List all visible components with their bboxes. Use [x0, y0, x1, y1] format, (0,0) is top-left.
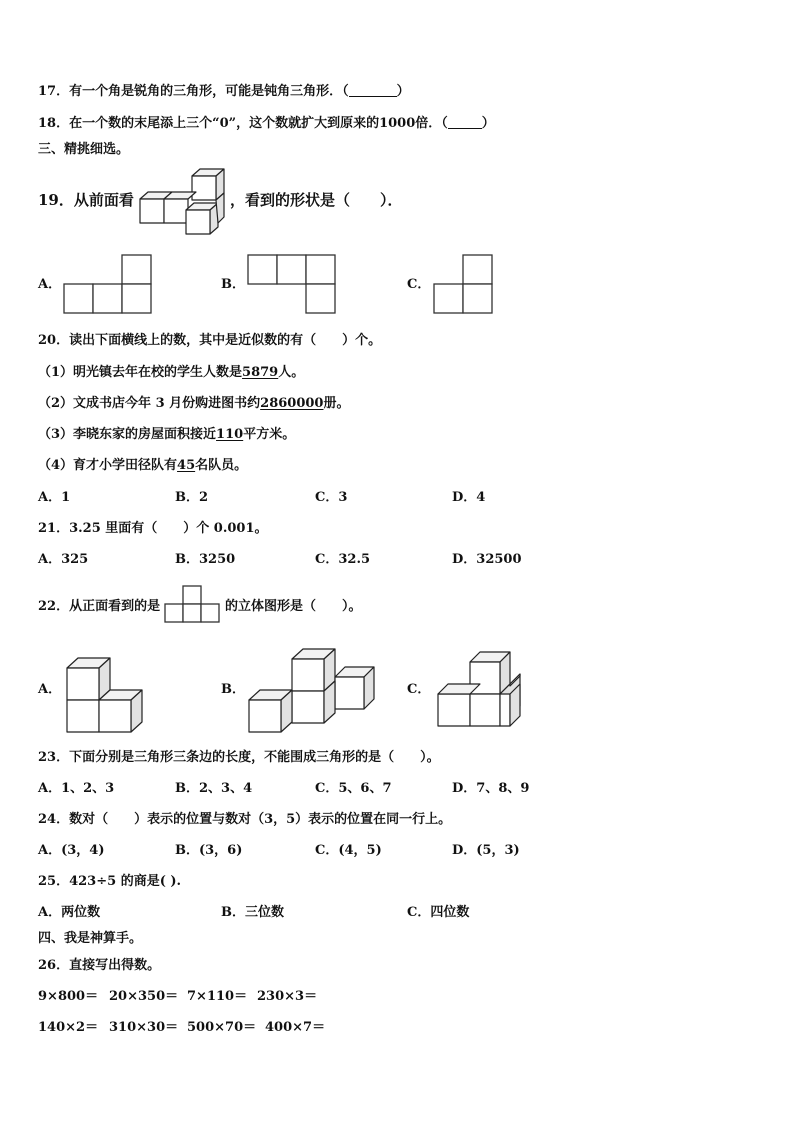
q22-option-c-figure[interactable] — [432, 648, 527, 733]
question-22-suffix: 的立体图形是（ ）。 — [225, 599, 362, 614]
question-19-suffix: ，看到的形状是（ ）． — [230, 191, 403, 209]
q24-option-d[interactable]: D．(5，3) — [452, 843, 520, 858]
calc-item: 500×70＝ — [187, 1020, 257, 1035]
cube-face — [140, 199, 164, 223]
cube-face — [192, 176, 216, 200]
q20-option-a[interactable]: A．1 — [38, 490, 71, 505]
cube-face — [164, 199, 188, 223]
answer-blank-18[interactable] — [448, 116, 482, 129]
q21-option-a[interactable]: A．325 — [38, 552, 89, 567]
section-heading-3: 三、精挑细选。 — [38, 142, 130, 157]
question-19-prefix: 19．从前面看 — [38, 191, 134, 209]
question-17-close: ） — [396, 84, 410, 99]
q20-option-b[interactable]: B．2 — [175, 490, 209, 505]
q22-option-b-figure[interactable] — [244, 645, 379, 733]
q23-option-d[interactable]: D．7、8、9 — [452, 781, 530, 796]
cube-face — [186, 210, 210, 234]
question-18-text: 18．在一个数的末尾添上三个“0”，这个数就扩大到原来的1000倍．（ — [38, 116, 448, 131]
question-18 — [38, 116, 495, 132]
q22-option-a-figure[interactable] — [60, 650, 150, 735]
q24-option-b[interactable]: B．(3，6) — [175, 843, 243, 858]
question-26-stem: 26．直接写出得数。 — [38, 958, 161, 973]
q20-option-d[interactable]: D．4 — [452, 490, 486, 505]
answer-blank-17[interactable] — [349, 84, 397, 97]
q20-item-4: （4）育才小学田径队有45名队员。 — [38, 458, 248, 473]
q25-option-b[interactable]: B．三位数 — [221, 905, 284, 920]
q19-cube-figure — [134, 166, 234, 236]
calc-item: 230×3＝ — [257, 989, 318, 1004]
q25-option-a[interactable]: A．两位数 — [38, 905, 101, 920]
q20-item-1: （1）明光镇去年在校的学生人数是5879人。 — [38, 365, 305, 380]
question-23-stem: 23．下面分别是三角形三条边的长度，不能围成三角形的是（ ）。 — [38, 750, 440, 765]
question-24-stem: 24．数对（ ）表示的位置与数对（3，5）表示的位置在同一行上。 — [38, 812, 452, 827]
calc-item: 7×110＝ — [187, 989, 248, 1004]
calc-item: 400×7＝ — [265, 1020, 326, 1035]
q21-option-c[interactable]: C．32.5 — [315, 552, 371, 567]
q23-option-b[interactable]: B．2、3、4 — [175, 781, 253, 796]
q19-option-c-figure[interactable] — [434, 254, 496, 314]
q19-option-a-label[interactable]: A． — [38, 277, 62, 292]
q19-option-b-label[interactable]: B． — [221, 277, 245, 292]
question-18-close: ） — [481, 116, 495, 131]
calc-item: 9×800＝ — [38, 989, 99, 1004]
q21-option-d[interactable]: D．32500 — [452, 552, 522, 567]
question-25-stem: 25．423÷5 的商是( ). — [38, 874, 182, 889]
q24-option-a[interactable]: A．(3，4) — [38, 843, 105, 858]
q20-item-3: （3）李晓东家的房屋面积接近110平方米。 — [38, 427, 296, 442]
q25-option-c[interactable]: C．四位数 — [407, 905, 470, 920]
underlined-number: 5879 — [242, 365, 279, 380]
question-20-stem: 20．读出下面横线上的数，其中是近似数的有（ ）个。 — [38, 333, 382, 348]
calc-item: 310×30＝ — [109, 1020, 179, 1035]
underlined-number: 110 — [216, 427, 244, 442]
q20-item-2: （2）文成书店今年 3 月份购进图书约2860000册。 — [38, 396, 350, 411]
q21-option-b[interactable]: B．3250 — [175, 552, 236, 567]
q20-option-c[interactable]: C．3 — [315, 490, 348, 505]
q19-option-b-figure[interactable] — [248, 254, 338, 314]
underlined-number: 45 — [177, 458, 196, 473]
q22-option-b-label[interactable]: B． — [221, 682, 245, 697]
question-22-prefix: 22．从正面看到的是 — [38, 599, 161, 614]
q23-option-c[interactable]: C．5、6、7 — [315, 781, 392, 796]
q24-option-c[interactable]: C．(4，5) — [315, 843, 382, 858]
q22-option-c-label[interactable]: C． — [407, 682, 431, 697]
q19-option-a-figure[interactable] — [64, 254, 154, 314]
underlined-number: 2860000 — [260, 396, 324, 411]
q19-option-c-label[interactable]: C． — [407, 277, 431, 292]
section-heading-4: 四、我是神算手。 — [38, 931, 143, 946]
calc-item: 20×350＝ — [109, 989, 179, 1004]
question-17 — [38, 84, 410, 100]
q22-option-a-label[interactable]: A． — [38, 682, 62, 697]
q22-front-view-figure — [164, 585, 224, 625]
q23-option-a[interactable]: A．1、2、3 — [38, 781, 115, 796]
calc-item: 140×2＝ — [38, 1020, 99, 1035]
question-17-text: 17．有一个角是锐角的三角形，可能是钝角三角形．（ — [38, 84, 349, 99]
question-21-stem: 21．3.25 里面有（ ）个 0.001。 — [38, 521, 268, 536]
